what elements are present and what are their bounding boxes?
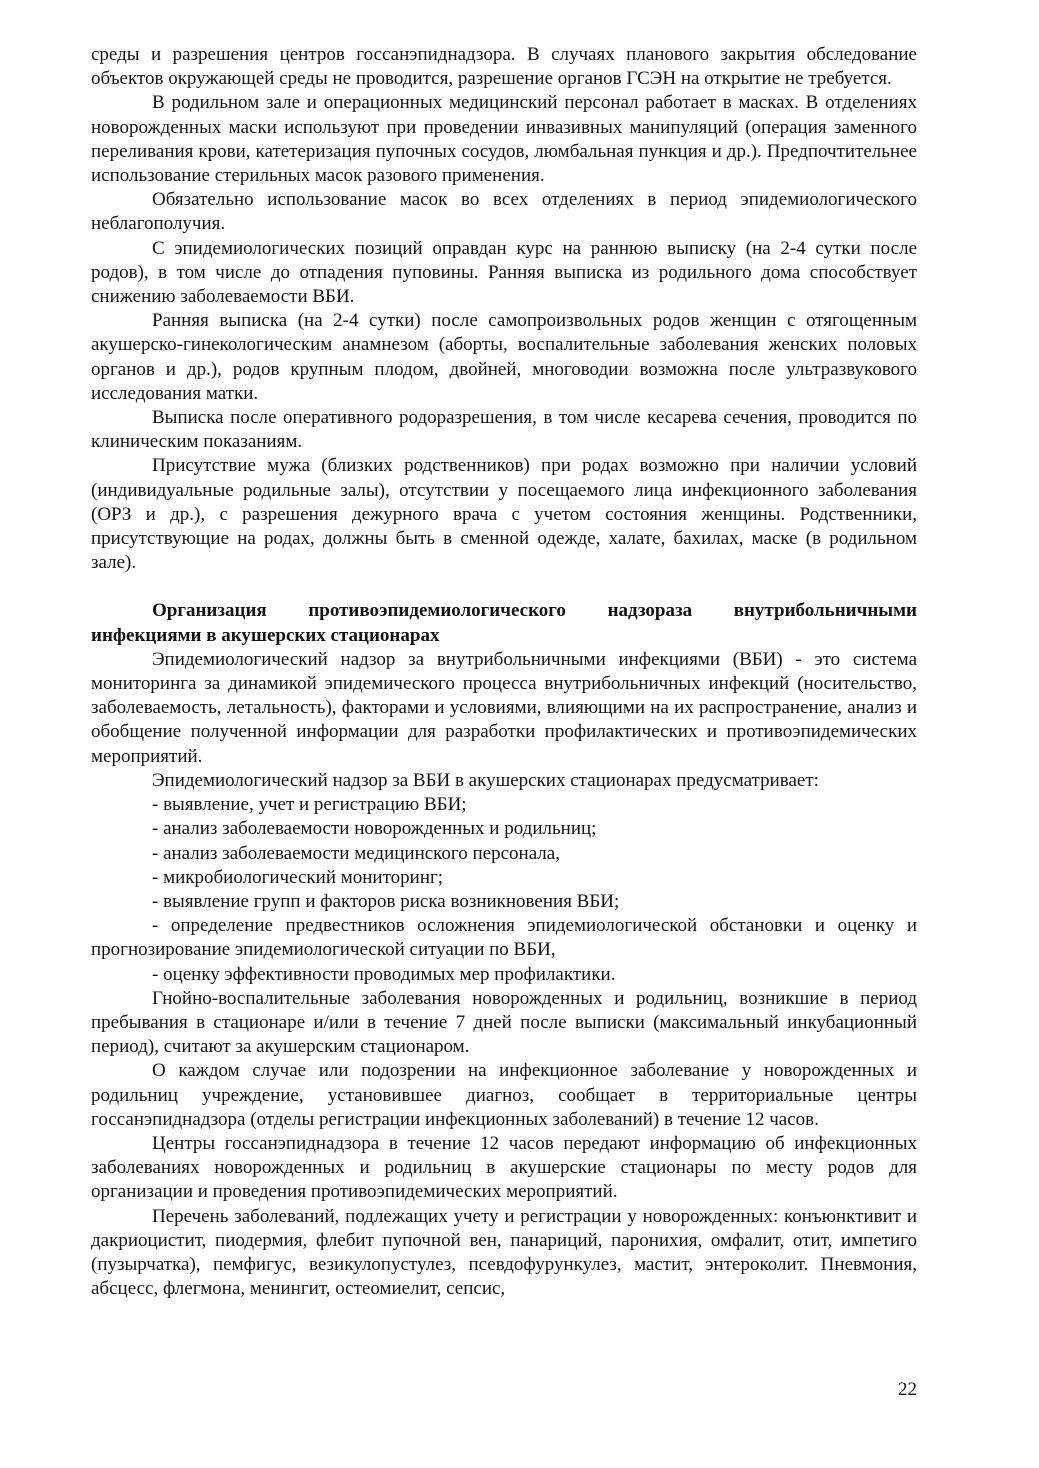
paragraph: О каждом случае или подозрении на инфекционное заболевание у новорожденных и родильниц учреждение, установившее диагноз, сообщает в территориальные центры госсанэпиднадзора (отделы регистрации инфекционных заболеваний) в течение 12 часов.: [91, 1060, 917, 1130]
list-item: - микробиологический мониторинг;: [152, 866, 444, 888]
list-item: - анализ заболеваемости новорожденных и родильниц;: [152, 818, 597, 840]
paragraph: В родильном зале и операционных медицинский персонал работает в масках. В отделениях новорожденных маски используют при проведении инвазивных манипуляций (операция заменного переливания крови, катетеризация пупочных сосудов, люмбальная пункция и др.). Предпочтительнее использование стерильных масок разового применения.: [91, 92, 917, 187]
list-item: - оценку эффективности проводимых мер профилактики.: [152, 963, 616, 985]
paragraph: Эпидемиологический надзор за внутрибольничными инфекциями (ВБИ) - это система мониторинга за динамикой эпидемического процесса внутрибольничных инфекций (носительство, заболеваемость, летальность), факторами и условиями, влияющими на их распространение, анализ и обобщение полученной информации для разработки профилактических и противоэпидемических мероприятий.: [91, 648, 917, 767]
list-item: - выявление групп и факторов риска возникновения ВБИ;: [152, 890, 620, 912]
paragraph: Гнойно-воспалительные заболевания новорожденных и родильниц, возникшие в период пребывания в стационаре и/или в течение 7 дней после выписки (максимальный инкубационный период), считают за акушерским стационаром.: [91, 987, 917, 1058]
list-item: - определение предвестников осложнения эпидемиологической обстановки и оценку и прогнозирование эпидемиологической ситуации по ВБИ,: [91, 915, 917, 961]
page-number: 22: [898, 1379, 917, 1400]
list-item: - анализ заболеваемости медицинского персонала,: [152, 842, 560, 864]
paragraph: Ранняя выписка (на 2-4 сутки) после самопроизвольных родов женщин с отягощенным акушерско-гинекологическим анамнезом (аборты, воспалительные заболевания женских половых органов и др.), родов крупным плодом, двойней, многоводии возможна после ультразвукового исследования матки.: [91, 310, 917, 404]
section-heading: Организация противоэпидемиологического надзораза внутрибольничными инфекциями в акушерских стационарах: [91, 600, 917, 646]
paragraph: Эпидемиологический надзор за ВБИ в акушерских стационарах предусматривает:: [152, 769, 819, 791]
list-item: - выявление, учет и регистрацию ВБИ;: [152, 794, 467, 816]
paragraph: среды и разрешения центров госсанэпиднадзора. В случаях планового закрытия обследование объектов окружающей среды не проводится, разрешение органов ГСЭН на открытие не требуется.: [91, 44, 917, 90]
document-page: [91, 43, 917, 1301]
paragraph: С эпидемиологических позиций оправдан курс на раннюю выписку (на 2-4 сутки после родов), в том числе до отпадения пуповины. Ранняя выписка из родильного дома способствует снижению заболеваемости ВБИ.: [91, 237, 917, 308]
paragraph: Обязательно использование масок во всех отделениях в период эпидемиологического неблагополучия.: [91, 189, 917, 235]
paragraph: Присутствие мужа (близких родственников) при родах возможно при наличии условий (индивидуальные родильные залы), отсутствии у посещаемого лица инфекционного заболевания (ОРЗ и др.), с разрешения дежурного врача с учетом состояния женщины. Родственники, присутствующие на родах, должны быть в сменной одежде, халате, бахилах, маске (в родильном зале).: [91, 455, 917, 574]
paragraph: Выписка после оперативного родоразрешения, в том числе кесарева сечения, проводится по клиническим показаниям.: [91, 407, 917, 453]
paragraph: Центры госсанэпиднадзора в течение 12 часов передают информацию об инфекционных заболеваниях новорожденных и родильниц в акушерские стационары по месту родов для организации и проведения противоэпидемических мероприятий.: [91, 1132, 917, 1203]
paragraph: Перечень заболеваний, подлежащих учету и регистрации у новорожденных: конъюнктивит и дакриоцистит, пиодермия, флебит пупочной вен, панариций, паронихия, омфалит, отит, импетиго (пузырчатка), пемфигус, везикулопустулез, псевдофурункулез, мастит, энтероколит. Пневмония, абсцесс, флегмона, менингит, остеомиелит, сепсис,: [91, 1205, 917, 1300]
